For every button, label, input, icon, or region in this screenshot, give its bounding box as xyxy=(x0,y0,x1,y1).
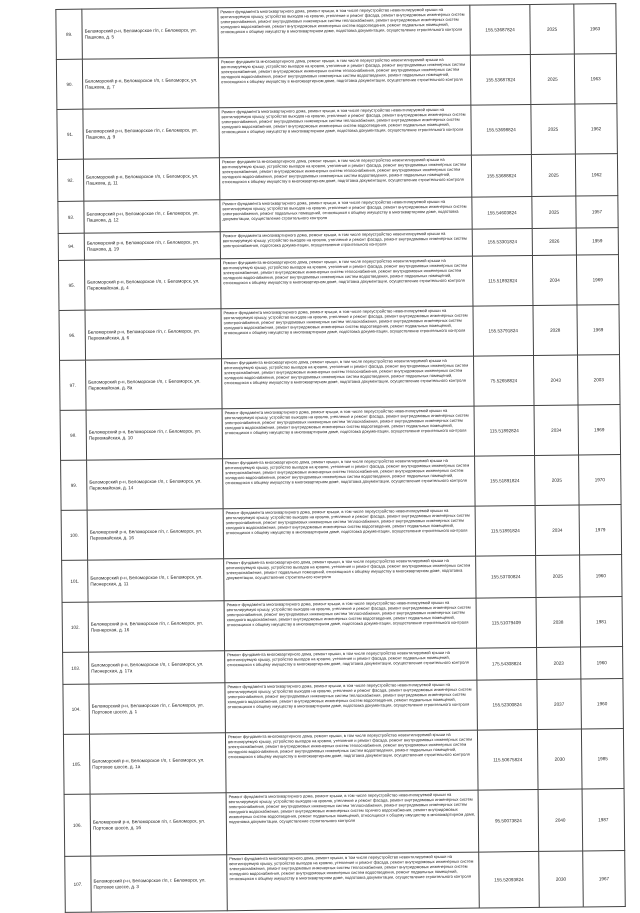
row-address: Беломорский р-н, Беломорское г/п, г. Беломорск, ул. Пашкова, д. 19 xyxy=(84,232,220,260)
row-repair-year: 2040 xyxy=(538,789,583,851)
row-repair-year: 2030 xyxy=(537,729,582,789)
row-number: 98. xyxy=(60,410,87,460)
row-repair-year: 2023 xyxy=(537,647,581,679)
row-number: 93. xyxy=(58,201,84,233)
row-address: Беломорский р-н, Беломорское г/п, г. Беломорск, ул. Портовое шоссе, д. 3 xyxy=(91,855,228,912)
row-works: Ремонт фундамента многоквартирного дома, ремонт крыши, в том числе переустройство невентилируемой крыши на вентилируемую крышу, устройство выходов на кровлю, утепление и ремонт фасада, ремонт внутридомовых инженерных систем электроснабжения, ремонт подвальных помещений, относящихся к общему имуществу в многоквартирном доме, подготовка документации, осуществление строительного контроля xyxy=(224,556,476,601)
row-cost: 155.54603824 xyxy=(472,196,532,229)
row-number: 97. xyxy=(60,360,87,410)
row-address: Беломорский р-н, Беломорское г/п, г. Беломорск, ул. Пашкова, д. 12 xyxy=(84,200,220,233)
row-address: Беломорский р-н, Беломорское г/п, г. Беломорск, ул. Пашкова, д. 11 xyxy=(83,158,219,201)
row-build-year: 1962 xyxy=(575,154,617,196)
row-works: Ремонт фундамента многоквартирного дома, ремонт крыши, в том числе переустройство невентилируемой крыши на вентилируемую крышу, устройство выходов на кровлю, утепление и ремонт фасада, ремонт внутридомовых инженерных систем электроснабжения, ремонт внутридомовых инженерных систем теплоснабжения, ремонт внутридомовых инженерных систем холодного водоснабжения, ремонт внутридомовых инженерных систем водоотведения, ремонт подвальных помещений, относящихся к общему имуществу в многоквартирном доме, подготовка документации, осуществление строительного контроля xyxy=(218,55,471,108)
row-works: Ремонт фундамента многоквартирного дома, ремонт крыши, в том числе переустройство невентилируемой крыши на вентилируемую крышу, устройство выходов на кровлю, утепление и ремонт фасада, ремонт внутридомовых инженерных систем электроснабжения, ремонт внутридомовых инженерных систем теплоснабжения, ремонт внутридомовых инженерных систем холодного водоснабжения, ремонт внутридомовых инженерных систем водоотведения, ремонт подвальных помещений, относящихся к общему имуществу в многоквартирном доме, подготовка документации, осуществление строительного контроля xyxy=(218,5,471,58)
row-cost: 115.51892824 xyxy=(474,405,535,456)
row-build-year: 1967 xyxy=(583,851,626,907)
table-row xyxy=(61,505,621,561)
row-cost: 155.52300824 xyxy=(477,679,538,730)
row-repair-year: 2043 xyxy=(533,355,578,405)
table-row xyxy=(56,4,616,60)
row-cost: 155.52093824 xyxy=(479,851,540,908)
row-repair-year: 2026 xyxy=(532,228,576,255)
row-works: Ремонт фундамента многоквартирного дома, ремонт крыши, в том числе переустройство невентилируемой крыши на вентилируемую крышу, устройство выходов на кровлю, утепление и ремонт фасада, ремонт подвальных помещений, относящихся к общему имуществу в многоквартирном доме, подготовка документации, осуществление строительного контроля xyxy=(225,648,477,683)
row-number: 101. xyxy=(62,560,88,602)
row-cost: 115.51079409 xyxy=(476,597,537,648)
row-works: Ремонт фундамента многоквартирного дома, ремонт крыши, в том числе переустройство невентилируемой крыши на вентилируемую крышу, устройство выходов на кровлю, утепление и ремонт фасада, ремонт внутридомовых инженерных систем электроснабжения, ремонт внутридомовых инженерных систем теплоснабжения, ремонт внутридомовых инженерных систем холодного водоснабжения, ремонт внутридомовых инженерных систем горячего водоснабжения, ремонт внутридомовых инженерных систем водоотведения, ремонт подвальных помещений, относящихся к общему имуществу в многоквартирном доме, подготовка документации, осуществление строительного контроля xyxy=(226,790,479,855)
row-build-year: 1979 xyxy=(579,505,622,555)
row-build-year: 1963 xyxy=(574,4,617,54)
row-address: Беломорский р-н, Беломорское г/п, г. Беломорск, ул. Портовое шоссе, д. 1 xyxy=(89,683,226,734)
row-address: Беломорский р-н, Беломорское г/п, г. Беломорск, ул. Портовое шоссе, д. 1б xyxy=(90,793,227,856)
row-number: 105. xyxy=(63,734,90,794)
row-cost: 95.50073824 xyxy=(478,789,539,852)
row-works: Ремонт фундамента многоквартирного дома, ремонт крыши, в том числе переустройство невентилируемой крыши на вентилируемую крышу, устройство выходов на кровлю, утепление и ремонт фасада, ремонт внутридомовых инженерных систем электроснабжения, ремонт подвальных помещений, относящихся к общему имуществу в многоквартирном доме, подготовка документации, осуществление строительного контроля xyxy=(220,197,472,232)
row-works: Ремонт фундамента многоквартирного дома, ремонт крыши, в том числе переустройство невентилируемой крыши на вентилируемую крышу, устройство выходов на кровлю, утепление и ремонт фасада, ремонт внутридомовых инженерных систем электроснабжения, ремонт внутридомовых инженерных систем теплоснабжения, ремонт внутридомовых инженерных систем холодного водоснабжения, ремонт внутридомовых инженерных систем водоотведения, ремонт подвальных помещений, относящихся к общему имуществу в многоквартирном доме, подготовка документации, осуществление строительного контроля xyxy=(219,105,472,158)
row-address: Беломорский р-н, Беломорское г/п, г. Беломорск, ул. Пионерская, д. 16 xyxy=(88,601,225,652)
row-address: Беломорский р-н, Беломорское г/п, г. Беломорск, ул. Пашкова, д. 7 xyxy=(82,58,219,109)
table-row xyxy=(62,555,622,603)
document-page xyxy=(55,3,624,902)
row-build-year: 2003 xyxy=(577,355,620,405)
row-cost: 155.51891824 xyxy=(475,455,536,506)
row-address: Беломорский р-н, Беломорское г/п, г. Беломорск, ул. Портовое шоссе, д. 1а xyxy=(89,733,226,794)
table-row xyxy=(58,255,618,311)
row-build-year: 1981 xyxy=(580,597,623,647)
row-address: Беломорский р-н, Беломорское г/п, г. Беломорск, ул. Пионерская, д. 17а xyxy=(89,651,225,684)
row-works: Ремонт фундамента многоквартирного дома, ремонт крыши, в том числе переустройство невентилируемой крыши на вентилируемую крышу, устройство выходов на кровлю, утепление и ремонт фасада, ремонт внутридомовых инженерных систем электроснабжения, ремонт внутридомовых инженерных систем теплоснабжения, ремонт внутридомовых инженерных систем холодного водоснабжения, ремонт внутридомовых инженерных систем водоотведения, ремонт подвальных помещений, относящихся к общему имуществу в многоквартирном доме, подготовка документации, осуществление строительного контроля xyxy=(223,506,476,559)
table-row xyxy=(65,851,626,913)
row-address: Беломорский р-н, Беломорское г/п, г. Беломорск, ул. Пионерская, д. 11 xyxy=(88,559,224,602)
row-build-year: 1963 xyxy=(574,54,617,104)
row-repair-year: 2025 xyxy=(532,196,576,228)
row-address: Беломорский р-н, Беломорское г/п, г. Беломорск, ул. Первомайская, д. 8а xyxy=(86,359,223,410)
row-address: Беломорский р-н, Беломорское г/п, г. Беломорск, ул. Пашкова, д. 5 xyxy=(82,8,219,59)
row-number: 104. xyxy=(63,684,90,734)
row-number: 91. xyxy=(57,109,84,159)
row-repair-year: 2037 xyxy=(537,679,582,729)
row-number: 102. xyxy=(62,602,89,652)
row-cost: 115.51891824 xyxy=(475,505,536,556)
table-row xyxy=(63,679,623,735)
row-repair-year: 2034 xyxy=(534,405,579,455)
row-works: Ремонт фундамента многоквартирного дома, ремонт крыши, в том числе переустройство невентилируемой крыши на вентилируемую крышу, устройство выходов на кровлю, утепление и ремонт фасада, ремонт внутридомовых инженерных систем электроснабжения, ремонт внутридомовых инженерных систем теплоснабжения, ремонт внутридомовых инженерных систем холодного водоснабжения, ремонт внутридомовых инженерных систем водоотведения, ремонт подвальных помещений, относящихся к общему имуществу в многоквартирном доме, подготовка документации, осуществление строительного контроля xyxy=(223,456,476,509)
row-build-year: 1969 xyxy=(576,255,619,305)
table-row xyxy=(60,405,620,461)
row-repair-year: 2038 xyxy=(536,597,581,647)
table-row xyxy=(57,154,617,202)
table-row xyxy=(64,789,625,857)
row-number: 94. xyxy=(58,233,84,260)
row-works: Ремонт фундамента многоквартирного дома, ремонт крыши, в том числе переустройство невентилируемой крыши на вентилируемую крышу, устройство выходов на кровлю, утепление и ремонт фасада, ремонт внутридомовых инженерных систем электроснабжения, ремонт внутридомовых инженерных систем теплоснабжения, ремонт внутридомовых инженерных систем холодного водоснабжения, ремонт внутридомовых инженерных систем водоотведения, ремонт подвальных помещений, относящихся к общему имуществу в многоквартирном доме, подготовка документации, осуществление строительного контроля xyxy=(224,598,477,651)
row-number: 92. xyxy=(57,159,83,201)
table-row xyxy=(62,597,622,653)
row-number: 103. xyxy=(63,652,89,684)
row-number: 96. xyxy=(59,310,86,360)
row-repair-year: 2025 xyxy=(536,555,580,597)
row-works: Ремонт фундамента многоквартирного дома, ремонт крыши, в том числе переустройство невентилируемой крыши на вентилируемую крышу, устройство выходов на кровлю, утепление и ремонт фасада, ремонт внутридомовых инженерных систем электроснабжения, подготовка документации, осуществление строительного контроля xyxy=(220,229,472,259)
row-build-year: 1969 xyxy=(577,305,620,355)
row-works: Ремонт фундамента многоквартирного дома, ремонт крыши, в том числе переустройство невентилируемой крыши на вентилируемую крышу, устройство выходов на кровлю, утепление и ремонт фасада, ремонт внутридомовых инженерных систем электроснабжения, ремонт внутридомовых инженерных систем теплоснабжения, ремонт внутридомовых инженерных систем холодного водоснабжения, ремонт внутридомовых инженерных систем водоотведения, ремонт подвальных помещений, относящихся к общему имуществу в многоквартирном доме, подготовка документации, осуществление строительного контроля xyxy=(221,306,474,359)
row-works: Ремонт фундамента многоквартирного дома, ремонт крыши, в том числе переустройство невентилируемой крыши на вентилируемую крышу, устройство выходов на кровлю, утепление и ремонт фасада, ремонт внутридомовых инженерных систем электроснабжения, ремонт внутридомовых инженерных систем теплоснабжения, ремонт внутридомовых инженерных систем холодного водоснабжения, ремонт внутридомовых инженерных систем водоотведения, ремонт подвальных помещений, относящихся к общему имуществу в многоквартирном доме, подготовка документации, осуществление строительного контроля xyxy=(219,155,471,200)
row-cost: 155.53687824 xyxy=(470,54,531,105)
row-works: Ремонт фундамента многоквартирного дома, ремонт крыши, в том числе переустройство невентилируемой крыши на вентилируемую крышу, устройство выходов на кровлю, утепление и ремонт фасада, ремонт внутридомовых инженерных систем электроснабжения, ремонт внутридомовых инженерных систем теплоснабжения, ремонт внутридомовых инженерных систем холодного водоснабжения, ремонт внутридомовых инженерных систем водоотведения, ремонт подвальных помещений, относящихся к общему имуществу в многоквартирном доме, подготовка документации, осуществление строительного контроля xyxy=(227,852,480,911)
row-works: Ремонт фундамента многоквартирного дома, ремонт крыши, в том числе переустройство невентилируемой крыши на вентилируемую крышу, устройство выходов на кровлю, утепление и ремонт фасада, ремонт внутридомовых инженерных систем электроснабжения, ремонт внутридомовых инженерных систем теплоснабжения, ремонт внутридомовых инженерных систем холодного водоснабжения, ремонт внутридомовых инженерных систем водоотведения, ремонт подвальных помещений, относящихся к общему имуществу в многоквартирном доме, подготовка документации, осуществление строительного контроля xyxy=(222,356,475,409)
row-cost: 155.53687824 xyxy=(470,4,531,55)
table-row xyxy=(59,305,619,361)
row-build-year: 1960 xyxy=(581,647,623,679)
row-number: 99. xyxy=(61,460,88,510)
row-repair-year: 2035 xyxy=(535,455,580,505)
row-cost: 75.52658824 xyxy=(474,355,535,406)
row-number: 107. xyxy=(65,856,92,912)
row-build-year: 1959 xyxy=(576,228,618,255)
row-address: Беломорский р-н, Беломорское г/п, г. Беломорск, ул. Первомайская, д. 14 xyxy=(87,459,224,510)
table-body xyxy=(56,4,625,913)
table-row xyxy=(57,104,617,160)
repair-program-table xyxy=(55,3,625,913)
row-build-year: 1969 xyxy=(578,405,621,455)
row-cost: 155.53700824 xyxy=(476,555,536,598)
table-row xyxy=(61,455,621,511)
row-number: 100. xyxy=(61,510,88,560)
row-build-year: 1957 xyxy=(576,196,618,228)
table-row xyxy=(63,729,624,795)
table-row xyxy=(56,54,616,110)
row-address: Беломорский р-н, Беломорское г/п, г. Беломорск, ул. Первомайская, д. 10 xyxy=(86,409,223,460)
row-build-year: 1960 xyxy=(580,555,622,597)
row-repair-year: 2025 xyxy=(531,104,576,154)
row-cost: 115.50675824 xyxy=(477,729,538,790)
row-address: Беломорский р-н, Беломорское г/п, г. Беломорск, ул. Первомайская, д. 4 xyxy=(84,259,221,310)
row-cost: 155.53791824 xyxy=(473,305,534,356)
row-repair-year: 2034 xyxy=(535,505,580,555)
row-address: Беломорский р-н, Беломорское г/п, г. Беломорск, ул. Первомайская, д. 16 xyxy=(87,509,224,560)
row-build-year: 1970 xyxy=(579,455,622,505)
row-build-year: 1962 xyxy=(575,104,618,154)
table-row xyxy=(60,355,620,411)
row-repair-year: 2034 xyxy=(532,255,577,305)
row-address: Беломорский р-н, Беломорское г/п, г. Беломорск, ул. Первомайская, д. 6 xyxy=(85,309,222,360)
row-works: Ремонт фундамента многоквартирного дома, ремонт крыши, в том числе переустройство невентилируемой крыши на вентилируемую крышу, устройство выходов на кровлю, утепление и ремонт фасада, ремонт внутридомовых инженерных систем электроснабжения, ремонт внутридомовых инженерных систем теплоснабжения, ремонт внутридомовых инженерных систем холодного водоснабжения, ремонт внутридомовых инженерных систем водоотведения, ремонт подвальных помещений, относящихся к общему имуществу в многоквартирном доме, подготовка документации, осуществление строительного контроля xyxy=(225,730,478,793)
row-repair-year: 2025 xyxy=(530,54,575,104)
row-works: Ремонт фундамента многоквартирного дома, ремонт крыши, в том числе переустройство невентилируемой крыши на вентилируемую крышу, устройство выходов на кровлю, утепление и ремонт фасада, ремонт внутридомовых инженерных систем электроснабжения, ремонт внутридомовых инженерных систем теплоснабжения, ремонт внутридомовых инженерных систем холодного водоснабжения, ремонт внутридомовых инженерных систем водоотведения, ремонт подвальных помещений, относящихся к общему имуществу в многоквартирном доме, подготовка документации, осуществление строительного контроля xyxy=(222,406,475,459)
row-repair-year: 2030 xyxy=(539,851,584,907)
row-build-year: 1985 xyxy=(581,729,624,789)
row-cost: 115.51892824 xyxy=(472,255,533,306)
row-repair-year: 2028 xyxy=(533,305,578,355)
row-cost: 175.54308824 xyxy=(477,647,537,680)
row-build-year: 1960 xyxy=(581,679,624,729)
row-cost: 155.53698824 xyxy=(471,104,532,155)
row-build-year: 1987 xyxy=(582,789,625,851)
row-number: 106. xyxy=(64,794,91,856)
row-number: 89. xyxy=(56,9,83,59)
row-works: Ремонт фундамента многоквартирного дома, ремонт крыши, в том числе переустройство невентилируемой крыши на вентилируемую крышу, устройство выходов на кровлю, утепление и ремонт фасада, ремонт внутридомовых инженерных систем электроснабжения, ремонт внутридомовых инженерных систем теплоснабжения, ремонт внутридомовых инженерных систем холодного водоснабжения, ремонт внутридомовых инженерных систем водоотведения, ремонт подвальных помещений, относящихся к общему имуществу в многоквартирном доме, подготовка документации, осуществление строительного контроля xyxy=(225,680,478,733)
row-repair-year: 2025 xyxy=(530,4,575,54)
row-cost: 155.53688824 xyxy=(471,154,531,197)
row-number: 90. xyxy=(56,59,83,109)
row-cost: 155.53301824 xyxy=(472,228,532,256)
row-repair-year: 2025 xyxy=(531,154,575,196)
row-address: Беломорский р-н, Беломорское г/п, г. Беломорск, ул. Пашкова, д. 9 xyxy=(83,108,220,159)
row-works: Ремонт фундамента многоквартирного дома, ремонт крыши, в том числе переустройство невентилируемой крыши на вентилируемую крышу, устройство выходов на кровлю, утепление и ремонт фасада, ремонт внутридомовых инженерных систем электроснабжения, ремонт внутридомовых инженерных систем теплоснабжения, ремонт внутридомовых инженерных систем холодного водоснабжения, ремонт внутридомовых инженерных систем водоотведения, ремонт подвальных помещений, относящихся к общему имуществу в многоквартирном доме, подготовка документации, осуществление строительного контроля xyxy=(220,256,473,309)
row-number: 95. xyxy=(58,260,85,310)
